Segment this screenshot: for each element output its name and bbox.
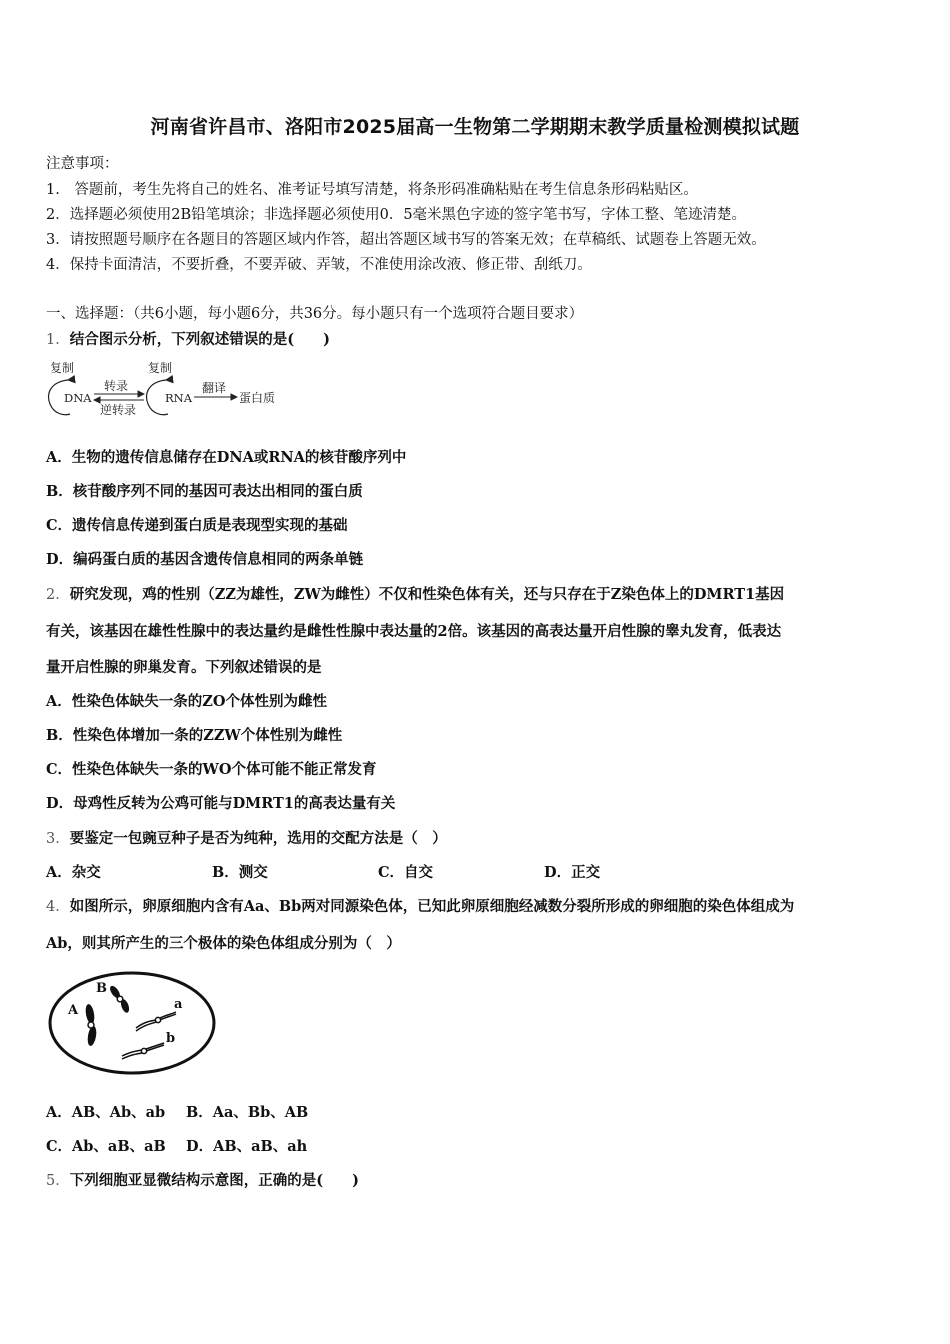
question-4-option-a: A．AB、Ab、ab xyxy=(46,1104,166,1121)
question-1-stem xyxy=(46,328,330,349)
question-2-stem-line-2: 有关，该基因在雄性性腺中的表达量约是雌性性腺中表达量的2倍。该基因的高表达量开启性腺的睾丸发育，低表达 xyxy=(46,623,782,640)
question-4-stem-line-1 xyxy=(46,895,794,916)
question-2-option-c: C．性染色体缺失一条的WO个体可能不能正常发育 xyxy=(46,761,377,778)
chromosome-label-B: B xyxy=(96,981,107,996)
question-3-options xyxy=(46,861,600,882)
question-2-stem-line-1 xyxy=(46,583,784,604)
question-4-options-row-2 xyxy=(46,1135,307,1156)
question-number: 2． xyxy=(46,587,70,603)
question-1-option-d: D．编码蛋白质的基因含遗传信息相同的两条单链 xyxy=(46,551,364,568)
question-3-option-b: B．测交 xyxy=(212,864,268,881)
chromosome-B xyxy=(108,984,131,1014)
chromosome-label-a: a xyxy=(174,997,183,1012)
question-3-option-d: D．正交 xyxy=(544,864,601,881)
question-text: 下列细胞亚显微结构示意图，正确的是( ) xyxy=(69,1172,359,1189)
question-1-option-b: B．核苷酸序列不同的基因可表达出相同的蛋白质 xyxy=(46,483,363,500)
chromosome-a xyxy=(136,1012,176,1031)
question-text: 研究发现，鸡的性别（ZZ为雄性，ZW为雌性）不仅和性染色体有关，还与只存在于Z染色体上的DMRT1基因 xyxy=(69,586,785,603)
question-4-options-row-1 xyxy=(46,1101,308,1122)
question-4-option-b: B．Aa、Bb、AB xyxy=(186,1104,309,1121)
notice-item-1: 1. 答题前，考生先将自己的姓名、准考证号填写清楚，将条形码准确粘贴在考生信息条形码粘贴区。 xyxy=(46,182,698,198)
dna-label: DNA xyxy=(64,391,92,405)
question-2-stem-line-3: 量开启性腺的卵巢发育。下列叙述错误的是 xyxy=(46,659,322,676)
question-1-option-a: A．生物的遗传信息储存在DNA或RNA的核苷酸序列中 xyxy=(46,449,407,466)
replication-label-rna: 复制 xyxy=(148,361,173,375)
question-number: 5． xyxy=(46,1173,70,1189)
question-text: 要鉴定一包豌豆种子是否为纯种，选用的交配方法是（ ） xyxy=(69,830,447,847)
translation-label: 翻译 xyxy=(202,381,227,395)
chromosome-A xyxy=(84,1003,97,1046)
central-dogma-diagram xyxy=(44,358,294,420)
question-2-option-d: D．母鸡性反转为公鸡可能与DMRT1的高表达量有关 xyxy=(46,795,396,812)
question-text: 如图所示，卵原细胞内含有Aa、Bb两对同源染色体，已知此卵原细胞经减数分裂所形成的卵细胞的染色体组成为 xyxy=(69,898,795,915)
question-2-option-b: B．性染色体增加一条的ZZW个体性别为雌性 xyxy=(46,727,343,744)
question-4-option-c: C．Ab、aB、aB xyxy=(46,1138,166,1155)
question-3-option-c: C．自交 xyxy=(378,864,434,881)
question-2-option-a: A．性染色体缺失一条的ZO个体性别为雌性 xyxy=(46,693,327,710)
exam-title: 河南省许昌市、洛阳市2025届高一生物第二学期期末教学质量检测模拟试题 xyxy=(150,116,800,138)
protein-label: 蛋白质 xyxy=(239,391,276,405)
question-5-stem xyxy=(46,1169,359,1190)
rna-label: RNA xyxy=(165,391,193,405)
question-4-stem-line-2: Ab，则其所产生的三个极体的染色体组成分别为（ ） xyxy=(46,935,401,952)
question-number: 1． xyxy=(46,332,70,348)
replication-label-dna: 复制 xyxy=(50,361,75,375)
notice-heading: 注意事项： xyxy=(46,156,119,172)
oocyte-chromosome-diagram xyxy=(46,968,218,1078)
transcription-label: 转录 xyxy=(104,379,129,393)
chromosome-label-b: b xyxy=(166,1031,176,1046)
question-1-option-c: C．遗传信息传递到蛋白质是表现型实现的基础 xyxy=(46,517,348,534)
chromosome-label-A: A xyxy=(68,1003,79,1018)
notice-item-4: 4．保持卡面清洁，不要折叠，不要弄破、弄皱，不准使用涂改液、修正带、刮纸刀。 xyxy=(46,257,592,273)
question-3-option-a: A．杂交 xyxy=(46,864,101,881)
question-3-stem xyxy=(46,827,447,848)
section-header: 一、选择题：（共6小题，每小题6分，共36分。每小题只有一个选项符合题目要求） xyxy=(46,306,584,322)
question-number: 3． xyxy=(46,831,70,847)
chromosome-b xyxy=(122,1043,164,1059)
question-number: 4． xyxy=(46,899,70,915)
notice-item-2: 2．选择题必须使用2B铅笔填涂；非选择题必须使用0．5毫米黑色字迹的签字笔书写，字体工整、笔迹清楚。 xyxy=(46,207,747,223)
question-4-option-d: D．AB、aB、ah xyxy=(186,1138,308,1155)
reverse-transcription-label: 逆转录 xyxy=(100,403,137,417)
question-text: 结合图示分析，下列叙述错误的是( ) xyxy=(69,331,330,348)
notice-item-3: 3．请按照题号顺序在各题目的答题区域内作答，超出答题区域书写的答案无效；在草稿纸、试题卷上答题无效。 xyxy=(46,232,766,248)
cell-outline xyxy=(50,973,214,1073)
